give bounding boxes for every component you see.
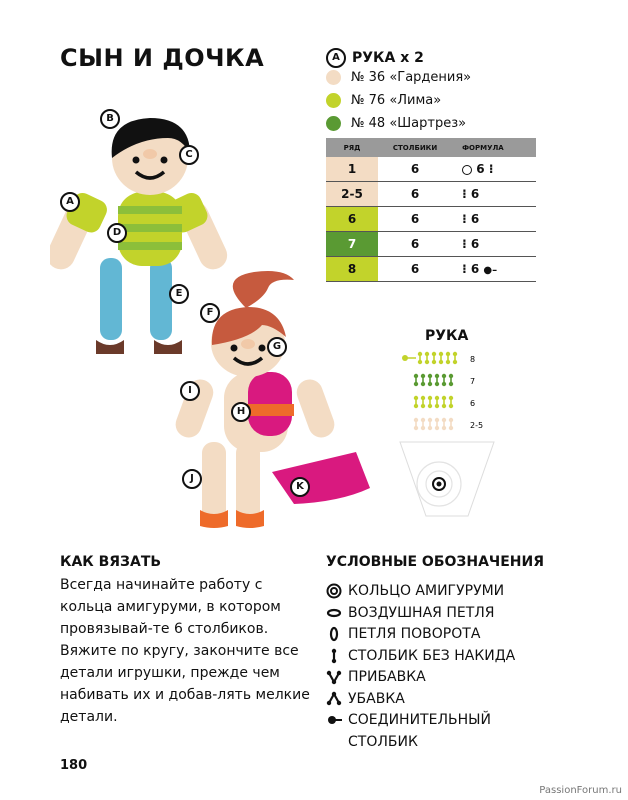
- legend-item: [326, 691, 405, 707]
- how-text: Всегда начинайте работу с кольца амигуруми, в котором провязывай-те 6 столбиков. Вяжите по кругу, закончите все детали игрушки, прежде чем набивать их и добав-лять мелкие детали.: [60, 577, 310, 725]
- single-crochet-icon: ⁝: [462, 262, 467, 276]
- diagram-row-label: 8: [470, 355, 476, 364]
- how-heading: КАК ВЯЗАТЬ: [60, 554, 162, 570]
- slip-stitch-icon: [326, 712, 342, 728]
- formula-cell: [452, 257, 536, 282]
- formula-count: 6: [476, 162, 485, 176]
- part-label-g: G: [267, 337, 287, 357]
- table-header: СТОЛБИКИ: [378, 138, 452, 157]
- page-number: 180: [60, 758, 88, 773]
- daughter-arm-right: [293, 376, 338, 441]
- formula-cell: [452, 207, 536, 232]
- diagram-row-label: 7: [470, 377, 476, 386]
- single-crochet-icon: ⁝: [488, 162, 494, 176]
- row-number: 6: [326, 207, 378, 232]
- part-label-k: K: [290, 477, 310, 497]
- yarn-item: [326, 70, 471, 85]
- formula-count: 6: [470, 187, 480, 201]
- legend-label-continued: СТОЛБИК: [348, 734, 418, 750]
- part-marker: A: [326, 48, 346, 68]
- legend-label: СОЕДИНИТЕЛЬНЫЙ: [348, 712, 491, 728]
- legend-label: КОЛЬЦО АМИГУРУМИ: [348, 583, 505, 599]
- part-label-c: C: [179, 145, 199, 165]
- son-leg-left: [100, 258, 122, 340]
- table-header: РЯД: [326, 138, 378, 157]
- diagram-title: РУКА: [425, 328, 469, 344]
- legend-item: [326, 605, 495, 621]
- legend-item: [326, 583, 504, 599]
- yarn-color-swatch: [326, 70, 341, 85]
- part-label-i: I: [180, 381, 200, 401]
- part-label-e: E: [169, 284, 189, 304]
- formula-cell: [452, 182, 536, 207]
- magic-ring-icon: [326, 583, 342, 599]
- part-label-h: H: [231, 402, 251, 422]
- son-leg-right: [150, 258, 172, 340]
- row-number: 1: [326, 157, 378, 182]
- slip-stitch-icon: ●–: [483, 265, 498, 276]
- legend-label: ПЕТЛЯ ПОВОРОТА: [348, 626, 481, 642]
- chain-stitch-icon: [326, 605, 342, 621]
- formula-count: 6: [470, 212, 480, 226]
- legend-heading: УСЛОВНЫЕ ОБОЗНАЧЕНИЯ: [326, 554, 544, 570]
- daughter-leg-left: [202, 442, 226, 524]
- single-crochet-icon: ⁝: [462, 187, 467, 201]
- legend-label: УБАВКА: [348, 691, 405, 707]
- daughter-skirt: [272, 452, 370, 504]
- legend-item: [326, 626, 480, 642]
- son-shoe-right: [154, 340, 182, 354]
- stitch-count: 6: [378, 207, 452, 232]
- stitch-count: 6: [378, 182, 452, 207]
- yarn-label: № 76 «Лима»: [351, 93, 442, 108]
- page-title: СЫН И ДОЧКА: [60, 44, 265, 72]
- part-label-f: F: [200, 303, 220, 323]
- single-crochet-icon: ⁝: [462, 237, 467, 251]
- son-shoe-left: [96, 340, 124, 354]
- diagram-row-label: 6: [470, 399, 476, 408]
- watermark: PassionForum.ru: [539, 785, 622, 796]
- row-number: 7: [326, 232, 378, 257]
- turning-chain-icon: [326, 626, 342, 642]
- part-label-j: J: [182, 469, 202, 489]
- crochet-chart: [396, 346, 506, 518]
- row-number: 8: [326, 257, 378, 282]
- legend-label: СТОЛБИК БЕЗ НАКИДА: [348, 648, 516, 664]
- row-number: 2-5: [326, 182, 378, 207]
- diagram-row-label: 2-5: [470, 421, 484, 430]
- daughter-belt: [246, 404, 294, 416]
- formula-count: 6: [470, 262, 480, 276]
- single-crochet-icon: ⁝: [462, 212, 467, 226]
- increase-icon: [326, 669, 342, 685]
- decrease-icon: [326, 691, 342, 707]
- daughter-ponytail: [233, 271, 294, 308]
- daughter-leg-right: [236, 442, 260, 524]
- yarn-label: № 36 «Гардения»: [351, 70, 472, 85]
- legend-item: [326, 648, 515, 664]
- legend-item: [326, 712, 491, 728]
- legend-item: [326, 669, 426, 685]
- part-label: РУКА x 2: [352, 50, 424, 66]
- stitch-count: 6: [378, 232, 452, 257]
- formula-cell: [452, 157, 536, 182]
- formula-cell: [452, 232, 536, 257]
- stitch-count: 6: [378, 157, 452, 182]
- part-label-a: A: [60, 192, 80, 212]
- stitch-count: 6: [378, 257, 452, 282]
- part-label-b: B: [100, 109, 120, 129]
- legend-label: ПРИБАВКА: [348, 669, 426, 685]
- part-label-d: D: [107, 223, 127, 243]
- magic-ring-icon: [462, 165, 472, 175]
- table-header: ФОРМУЛА: [452, 138, 536, 157]
- part-heading: [326, 48, 424, 68]
- legend-label: ВОЗДУШНАЯ ПЕТЛЯ: [348, 605, 495, 621]
- single-crochet-icon: [326, 648, 342, 664]
- yarn-label: № 48 «Шартрез»: [351, 116, 467, 131]
- formula-count: 6: [470, 237, 480, 251]
